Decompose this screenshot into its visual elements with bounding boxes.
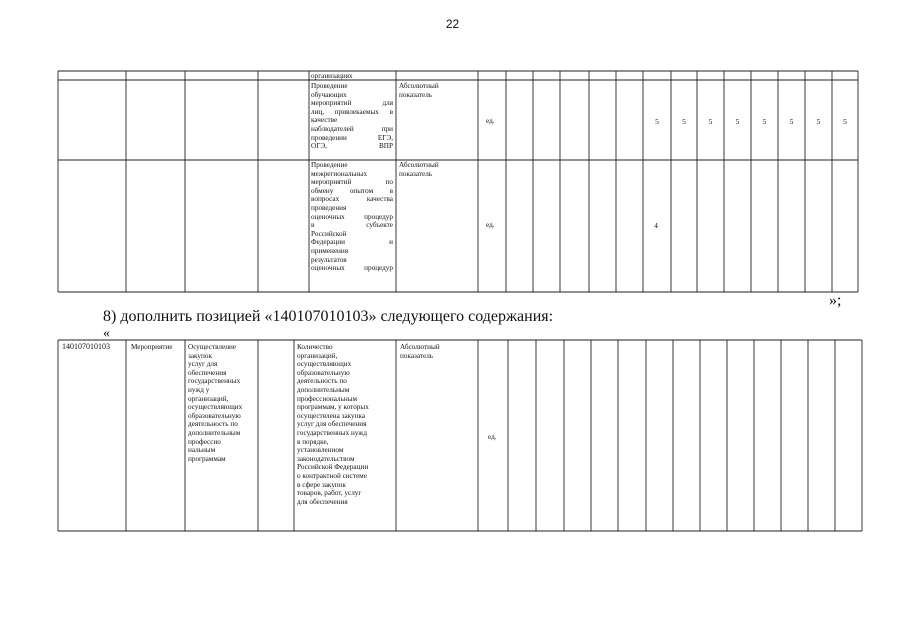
- t2-name: [188, 343, 256, 463]
- cell-line: организаций,: [188, 394, 229, 403]
- cell-line: проведения: [311, 203, 347, 212]
- cell-line: Абсолютный: [399, 82, 439, 90]
- cell-line: нужд у: [188, 385, 210, 394]
- t1-row2-unit: ед.: [486, 221, 495, 229]
- cell-line: нальным: [188, 446, 216, 455]
- cell-line: Абсолютный: [399, 161, 439, 169]
- t2-indicator: [297, 343, 395, 506]
- t1-row1-value: 5: [816, 117, 821, 126]
- t2-unit: ед.: [488, 433, 497, 441]
- cell-line: оценочных процедур: [311, 264, 393, 273]
- cell-line: осуществлена закупка: [297, 411, 366, 420]
- t1-row2-value: 4: [654, 221, 658, 230]
- opening-quote: «: [103, 326, 110, 341]
- t2-type: Мероприятие: [131, 343, 173, 351]
- t1-row1-value: 5: [789, 117, 794, 126]
- cell-line: услуг для: [188, 360, 218, 369]
- t1-row1-value: 5: [843, 117, 847, 126]
- cell-line: деятельность по: [297, 377, 347, 386]
- cell-line: осуществляющих: [188, 403, 243, 412]
- cell-line: в сфере закупок: [297, 480, 346, 489]
- cell-line: государственных нужд: [297, 428, 367, 437]
- closing-quote: »;: [829, 292, 842, 309]
- t1-row1-value: 5: [682, 117, 686, 126]
- cell-line: осуществляющих: [297, 360, 352, 369]
- t2-indicator-type: [400, 343, 476, 360]
- cell-line: в субъекте: [311, 221, 393, 230]
- cell-line: дополнительным: [297, 385, 350, 394]
- t1-row1-description: [311, 82, 393, 151]
- cell-line: Российской: [311, 229, 347, 238]
- t2-code: 140107010103: [62, 342, 110, 351]
- cell-line: Количество: [297, 343, 333, 351]
- cell-line: обеспечения: [188, 368, 227, 377]
- cell-line: показатель: [400, 351, 434, 360]
- cell-line: Проведение: [311, 82, 348, 90]
- t1-row1-value: 5: [735, 117, 740, 126]
- cell-line: Абсолютный: [400, 343, 440, 351]
- cell-line: мероприятий по: [311, 178, 393, 187]
- page-number: 22: [445, 17, 460, 31]
- cell-line: Российской Федерации: [297, 463, 369, 472]
- cell-line: Проведение: [311, 161, 348, 169]
- cell-line: показатель: [399, 169, 433, 178]
- cell-line: обучающих: [311, 90, 347, 99]
- cell-line: для обеспечения: [297, 497, 348, 506]
- t1-row1-value: 5: [655, 117, 659, 126]
- cell-line: оценочных процедур: [311, 212, 393, 221]
- cell-line: законодательством: [297, 454, 355, 463]
- cell-line: качестве: [311, 116, 338, 125]
- cell-line: дополнительным: [188, 428, 241, 437]
- cell-line: лиц, привлекаемых в: [311, 107, 393, 116]
- cell-line: применения: [311, 246, 349, 255]
- cell-line: организаций,: [297, 351, 338, 360]
- cell-line: обмену опытом в: [311, 186, 393, 195]
- cell-line: государственных: [188, 377, 241, 386]
- cell-line: о контрактной системе: [297, 471, 367, 480]
- cell-line: результатов: [311, 255, 347, 264]
- cell-line: профессио: [188, 437, 221, 446]
- cell-line: профессиональным: [297, 394, 358, 403]
- cell-line: в порядке,: [297, 437, 329, 446]
- t1-row1-unit: ед.: [486, 117, 495, 125]
- t1-row1-value: 5: [762, 117, 767, 126]
- cell-line: программам, у которых: [297, 403, 369, 412]
- t1-row1-value: 5: [708, 117, 713, 126]
- t1-row1-indicator-type: [399, 82, 477, 99]
- cell-line: показатель: [399, 90, 433, 99]
- cell-line: наблюдателей при: [311, 124, 393, 133]
- cell-line: закупок: [188, 351, 212, 360]
- cell-line: образовательную: [297, 368, 350, 377]
- cell-line: деятельность по: [188, 420, 238, 429]
- t1-row2-indicator-type: [399, 161, 477, 178]
- cell-line: образовательную: [188, 411, 241, 420]
- amendment-text: 8) дополнить позицией «140107010103» следующего содержания:: [103, 308, 554, 325]
- cell-line: межрегиональных: [311, 169, 368, 178]
- cell-line: мероприятий для: [311, 99, 393, 108]
- cell-line: вопросах качества: [311, 195, 393, 204]
- cell-line: товаров, работ, услуг: [297, 489, 362, 498]
- cell-line: программам: [188, 454, 226, 463]
- cell-line: Федерации и: [311, 238, 393, 247]
- t1-row0-text: организациях: [311, 72, 353, 80]
- t1-row2-description: [311, 161, 393, 273]
- cell-line: проведении ЕГЭ,: [311, 133, 393, 142]
- cell-line: Осуществление: [188, 343, 237, 351]
- cell-line: ОГЭ, ВПР: [311, 142, 393, 151]
- cell-line: установленном: [297, 446, 344, 455]
- cell-line: услуг для обеспечения: [297, 420, 367, 429]
